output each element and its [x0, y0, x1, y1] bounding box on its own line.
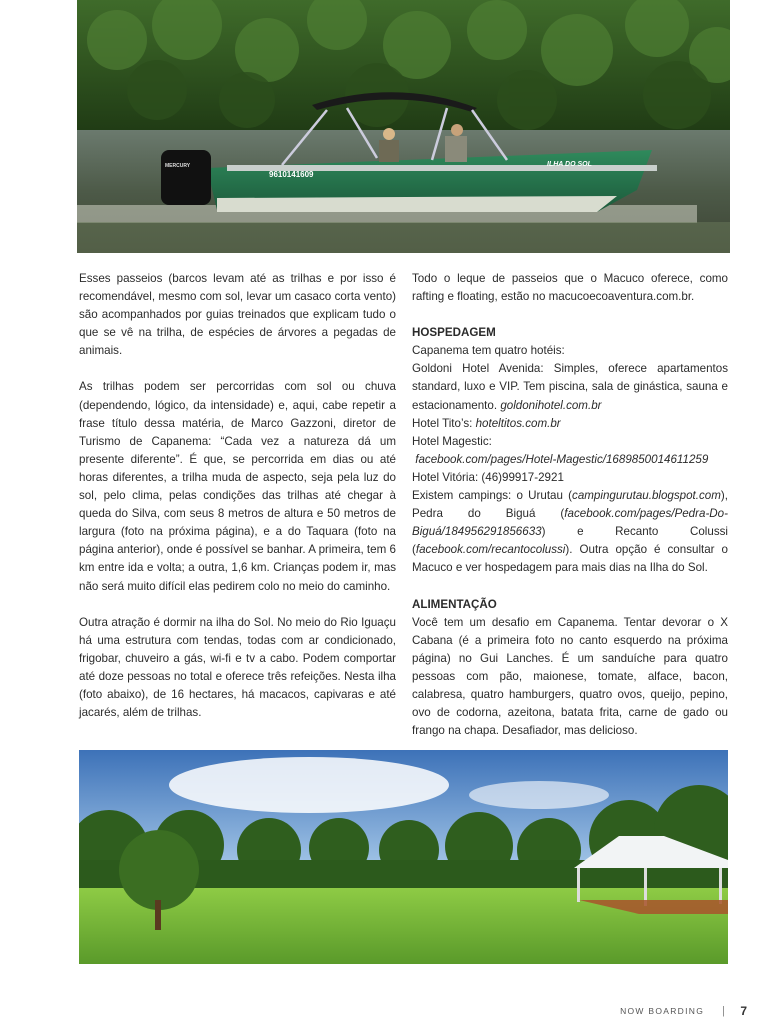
- footer-separator: |: [722, 1005, 727, 1017]
- section-heading-alimentacao: ALIMENTAÇÃO: [412, 597, 497, 611]
- campings-text-4: ). Outra opção é consultar o Macuco e ver hospedagem para mais dias na Ilha do Sol.: [412, 543, 728, 575]
- paragraph-food: Você tem um desafio em Capanema. Tentar devorar o X Cabana (é a primeira foto no canto esquerdo na próxima página) no Gui Lanches. É um sanduíche para quatro pessoas com pão, maionese, tomate, alface, bacon, calabresa, quatro hamburgers, quatro ovos, queijo, pepino, ovo de codorna, azeitona, batata frita, carne de gado ou frango na chapa. Desafiador, mas delicioso.: [412, 615, 728, 738]
- paragraph-macuco: Todo o leque de passeios que o Macuco oferece, como rafting e floating, estão no macucoecoaventura.com.br.: [412, 272, 728, 304]
- titos-link[interactable]: hoteltitos.com.br: [475, 416, 561, 430]
- hotel-magestic-label: Hotel Magestic:: [412, 434, 492, 448]
- campings-text-2: ), Pedra do Biguá (: [412, 489, 728, 521]
- boat-name: ILHA DO SOL: [547, 161, 592, 168]
- page-number: 7: [740, 1004, 747, 1018]
- campings-text-1: Existem campings: o Urutau (: [412, 489, 573, 503]
- camping-colussi-link[interactable]: facebook.com/recantocolussi: [415, 543, 566, 557]
- island-photo: [79, 750, 728, 964]
- paragraph-island: Outra atração é dormir na ilha do Sol. No meio do Rio Iguaçu há uma estrutura com tendas, todas com ar condicionado, frigobar, chuveiro a gás, wi-fi e tv a cabo. Podem comportar até doze pessoas no total e oferece três refeições. Nesta ilha (foto abaixo), de 16 hectares, há macacos, capivaras e até jacarés, além de trilhas.: [79, 615, 396, 720]
- hotels-intro: Capanema tem quatro hotéis:: [412, 344, 565, 358]
- camping-urutau-link[interactable]: campingurutau.blogspot.com: [572, 489, 721, 503]
- titos-label: Hotel Tito’s:: [412, 416, 473, 430]
- hotel-goldoni: [412, 360, 728, 414]
- left-column: [79, 270, 396, 722]
- camping-pedra-link[interactable]: facebook.com/pages/Pedra-Do-Biguá/184956291856633: [412, 507, 728, 539]
- hotel-magestic: [412, 451, 728, 469]
- goldoni-link[interactable]: goldonihotel.com.br: [500, 398, 602, 412]
- hotel-titos: [412, 415, 728, 433]
- page-footer: [620, 1004, 747, 1018]
- paragraph-trails: As trilhas podem ser percorridas com sol ou chuva (dependendo, lógico, da intensidade) e, aqui, cabe repetir a frase título dessa matéria, de Marco Gazzoni, diretor de Turismo de Capanema: “Cada vez a natureza dá um presente diferente”. É que, se percorrida em dias ou até horas diferentes, a trilha muda de aspecto, seja pela luz do sol, pelo clima, pelas condições das trilhas até chegar à queda do Silva, com seus 8 metros de altura e 50 metros de largura (foto na próxima página), e a do Taquara (foto na página anterior), onde é possível se banhar. A primeira, tem 6 km entre ida e volta; a outra, 1,6 km. Crianças podem ir, mas não será muito difícil elas pedirem colo no meio do caminho.: [79, 380, 396, 593]
- hotel-vitoria: Hotel Vitória: (46)99917-2921: [412, 470, 564, 484]
- magestic-link[interactable]: facebook.com/pages/Hotel-Magestic/1689850014611259: [415, 452, 709, 466]
- section-heading-hospedagem: HOSPEDAGEM: [412, 326, 496, 340]
- boat-number: 9610141609: [269, 170, 314, 179]
- campings-text-3: ) e Recanto Colussi (: [412, 525, 728, 557]
- paragraph-tours: Esses passeios (barcos levam até as trilhas e por isso é recomendável, mesmo com sol, levar um casaco corta vento) são acompanhados por guias treinados que explicam tudo o que se vê na trilha, de espécies de árvores a pegadas de animais.: [79, 272, 396, 358]
- boat-photo: [77, 0, 730, 253]
- magazine-name: NOW BOARDING: [620, 1006, 705, 1016]
- motor-brand: MERCURY: [165, 163, 191, 169]
- campings-paragraph: [412, 487, 728, 577]
- goldoni-text: Goldoni Hotel Avenida: Simples, oferece apartamentos standard, luxo e VIP. Tem piscina, sala de ginástica, sauna e estacionamento.: [412, 362, 728, 412]
- right-column: [412, 270, 728, 740]
